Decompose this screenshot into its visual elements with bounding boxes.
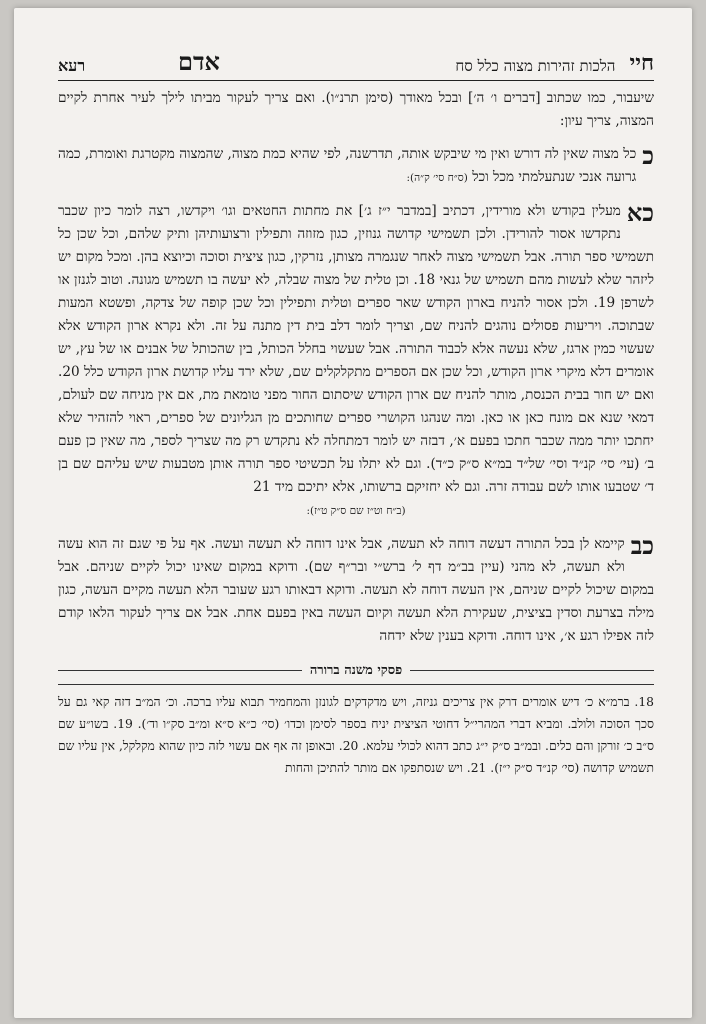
footnote-text: 18. ברמ״א כ׳ דיש אומרים דרק אין צריכים גניזה, ויש מדקדקים לגונזן והמחמיר תבוא עליו ברכה. וכ׳ המ״ב דזה קאי גם על סכך הסוכה ולולב. ומביא דברי המהרי״ל דחוטי הציצית יניח בספר לסימן וכדו׳ (סי׳ כ״א ס״א ומ״ב סק״ו וד׳). 19. בשו״ע שם ס״ב כ׳ זורקן והם כלים. ובמ״ב ס״ק י״ג כתב דהוא לכולי עלמא. 20. ובאופן זה אף אם עשוי לזה כיון שהוא מקלקל, אין עליו שם תשמיש קדושה (סי׳ קנ״ד ס״ק י״ז). 21. ויש שנסתפקו אם מותר להתיכן והחות bbox=[58, 695, 654, 775]
page-number: רעא bbox=[58, 56, 86, 75]
paragraph-source: (ב״ח וט״ז שם ס״ק ט״ז): bbox=[306, 505, 406, 517]
continuation-paragraph: שיעבור, כמו שכתוב [דברים ו׳ ה׳] ובכל מאודך (סימן תרנ״ו). ואם צריך לעקור מביתו לילך לעיר אחרת לקיים המצוה, צריך עיון: bbox=[58, 90, 654, 129]
header-chapter-title: הלכות זהירות מצוה כלל סח bbox=[455, 57, 616, 75]
paragraph-kaf-bet bbox=[58, 533, 654, 648]
paragraph-marker: כב bbox=[630, 531, 654, 560]
header-book-word-adam: אדם bbox=[178, 47, 220, 76]
book-page bbox=[14, 8, 692, 1018]
footnotes-title: פסקי משנה ברורה bbox=[309, 663, 403, 678]
paragraph-text bbox=[58, 143, 654, 190]
running-header bbox=[58, 42, 654, 81]
footnotes-heading bbox=[58, 662, 654, 678]
header-book-word: חיי bbox=[629, 50, 654, 76]
paragraph-marker: כ bbox=[642, 141, 654, 170]
paragraph-marker: כא bbox=[626, 198, 654, 227]
footnotes bbox=[58, 684, 654, 779]
page-content bbox=[58, 42, 654, 998]
heading-rule bbox=[410, 670, 654, 671]
paragraph-body: מעלין בקודש ולא מורידין, דכתיב [במדבר י״ז ג׳] את מחתות החטאים וגו׳ ויקדשו, רצה לומר כיון שכבר נתקדשו אסור להורידן. ולכן תשמישי קדושה גנוזין, כגון מזוזה ותפילין ורצועותיהן ותיק שלהם, וכל שכן כל תשמישי ספר תורה. אבל תשמישי מצוה לאחר שנגמרה מצותן, נזרקין, כגון ציצית וסוכה וכיוצא בהן. ומכל מקום יש ליזהר שלא לעשות מהם תשמיש של גנאי 18. וכן טלית של מצוה שבלה, לא יעשה בו תשמיש מגונה. וטוב לגנזן או לשרפן 19. ולכן אסור להניח בארון הקודש שאר ספרים וטלית ותפילין וכל שכן קופה של צדקה, ופשטא המעות שבתוכה. ויריעות פסולים נוהגים להניח שם, וצריך לומר דלב בית דין מתנה על זה. ולא נקרא ארון הקודש אלא שעשוי כמין ארגז, שלא נעשה אלא לכבוד התורה. אבל שעשוי בחלל הכותל, בין שהכותל של אבנים או של עץ, יש אומרים דלא מיקרי ארון הקודש, וכל שכן אם הספרים מתקלקלים שם, שלא ירד עליו קדושת ארון הקודש כלל 20. ואם יש חור בבית הכנסת, מותר להניח שם ארון הקודש שיסתום החור מפני טומאת מת, אם אין מניחה שם לעולם, דמאי שנא אם מונח כאן או כאן. ומה שנהגו הקושרי ספרים שחותכים מן הגליונים של ספרים, ראוי להזהיר שלא יחתכו יותר ממה שכבר חתכו בפעם א׳, דבזה יש לומר דמתחלה לא נתקדש רק מה שצריך לספר, מה שאין כן פעם ב׳ (עי׳ סי׳ קנ״ד וסי׳ של״ד במ״א ס״ק כ״ד). וגם לא יתלו על תכשיטי ספר תורה אותן מטבעות שיש עליהם שם בן ד׳ שטבעו אותו לשם עבודה זרה. וגם לא יחזיקם ברשותו, אלא יתיכם מיד 21 bbox=[58, 203, 655, 495]
paragraph-text: קיימא לן בכל התורה דעשה דוחה לא תעשה, אבל אינו דוחה לא תעשה ועשה. אף על פי שגם זה הוא עשה ולא תעשה, לא מהני (עיין בב״מ דף ל׳ ברש״י ובר״ף שם). ודוקא במקום שאינו יכול לקיים שניהם. אבל במקום שיכול לקיים שניהם, אין העשה דוחה לא תעשה. ודוקא דבאותו רגע שעובר הלא תעשה מקיים העשה, כגון מילה בצרעת וסדין בציצית, שעקירת הלא תעשה וקיום העשה באין בפעם אחת. אבל אם צריך לעקור הלאו קודם לזה אפילו רגע א׳, אינו דוחה. ודוקא בענין שלא ידחה bbox=[58, 536, 654, 644]
paragraph-text bbox=[58, 200, 654, 499]
paragraph-source: (ס״ח סי׳ ק״ה): bbox=[406, 172, 468, 184]
paragraph-kaf bbox=[58, 143, 654, 190]
heading-rule bbox=[58, 670, 302, 671]
paragraph-body: כל מצוה שאין לה דורש ואין מי שיבקש אותה, תדרשנה, לפי שהיא כמת מצוה, שהמצוה מקטרגת ואומרת, כמה גרועה אנכי שנתעלמתי מכל וכל bbox=[58, 146, 637, 185]
paragraph-kaf-alef bbox=[58, 200, 654, 523]
